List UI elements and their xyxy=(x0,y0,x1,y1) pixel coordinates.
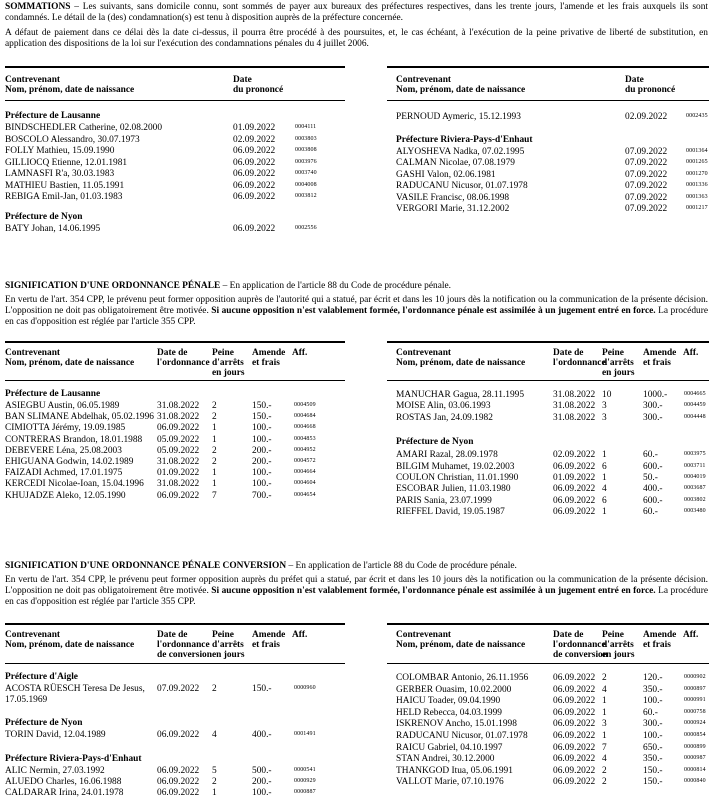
amende-value: 600.- xyxy=(643,495,663,506)
amende-value: 350.- xyxy=(643,684,663,695)
amende-value: 150.- xyxy=(252,401,272,411)
aff-reference: 0000854 xyxy=(684,732,706,738)
contrevenant-name: MANUCHAR Gagua, 28.11.1995 xyxy=(396,390,525,400)
contrevenant-name: COULON Christian, 11.01.1990 xyxy=(396,473,519,483)
date-value: 06.09.2022 xyxy=(157,765,200,776)
aff-reference: 0003480 xyxy=(684,508,706,515)
divider xyxy=(387,380,709,381)
contrevenant-name: ALYOSHEVA Nadka, 07.02.1995 xyxy=(396,146,525,157)
col-header-date: Date de l'ordonnance xyxy=(553,348,606,368)
date-value: 06.09.2022 xyxy=(553,673,596,683)
aff-reference: 0004654 xyxy=(294,491,316,498)
date-value: 06.09.2022 xyxy=(233,169,276,179)
col-header-peine: Peine d'arrêts en jours xyxy=(212,630,245,660)
col-header-contrevenant: Contrevenant Nom, prénom, date de naissance xyxy=(396,348,526,368)
contrevenant-name: RADUCANU Nicusor, 01.07.1978 xyxy=(396,181,528,191)
aff-reference: 0002435 xyxy=(686,113,708,119)
aff-reference: 0001363 xyxy=(686,193,708,200)
amende-value: 100.- xyxy=(252,479,272,490)
aff-reference: 0004853 xyxy=(294,435,316,442)
contrevenant-name: VASILE Francisc, 08.06.1998 xyxy=(396,192,510,203)
amende-value: 100.- xyxy=(643,696,663,707)
col-header-aff: Aff. xyxy=(292,348,308,358)
conversion-para-a: En vertu de l'art. 354 CPP, le prévenu peut former opposition auprès du préfet qui a statué, par écrit et dans les 10 jours dès la notification ou la communication de la présente décision. L'opposition ne doit pas obligatoirement être motivée. xyxy=(5,575,708,596)
contrevenant-name: ESCOBAR Julien, 11.03.1980 xyxy=(396,484,511,495)
aff-reference: 0003976 xyxy=(295,158,317,165)
date-value: 07.09.2022 xyxy=(157,684,200,694)
col-header-peine: Peine d'arrêts en jours xyxy=(212,348,245,378)
prefecture-heading: Préfecture Riviera-Pays-d'Enhaut xyxy=(5,753,142,764)
date-value: 06.09.2022 xyxy=(233,157,276,168)
aff-reference: 0004008 xyxy=(295,181,317,188)
aff-reference: 0000897 xyxy=(684,685,706,692)
aff-reference: 0003802 xyxy=(684,496,706,503)
divider xyxy=(387,663,709,664)
col-header-amende: Amende et frais xyxy=(252,630,286,650)
amende-value: 500.- xyxy=(252,765,272,776)
contrevenant-name: MATHIEU Bastien, 11.05.1991 xyxy=(5,180,125,191)
aff-reference: 0003803 xyxy=(295,135,317,142)
peine-jours: 2 xyxy=(212,445,217,456)
col-header-contrevenant: Contrevenant Nom, prénom, date de naissance xyxy=(5,75,135,95)
peine-jours: 4 xyxy=(602,684,607,695)
contrevenant-name: ASIEGBU Austin, 06.05.1989 xyxy=(5,401,120,411)
conversion-heading xyxy=(5,561,708,572)
amende-value: 200.- xyxy=(252,776,272,787)
col-header-peine: Peine d'arrêts en jours xyxy=(602,630,635,660)
amende-value: 300.- xyxy=(643,719,663,730)
peine-jours: 5 xyxy=(212,765,217,776)
date-value: 06.09.2022 xyxy=(553,696,596,707)
amende-value: 150.- xyxy=(643,765,663,776)
amende-value: 300.- xyxy=(643,401,663,412)
conversion-title: SIGNIFICATION D'UNE ORDONNANCE PÉNALE CONVERSION xyxy=(5,561,287,571)
contrevenant-name: TORIN David, 12.04.1989 xyxy=(5,730,106,741)
aff-reference: 0003711 xyxy=(684,462,706,469)
contrevenant-name: GILLIOCQ Etienne, 12.01.1981 xyxy=(5,157,128,168)
peine-jours: 1 xyxy=(212,423,217,434)
amende-value: 100.- xyxy=(643,731,663,741)
peine-jours: 2 xyxy=(212,457,217,467)
date-value: 07.09.2022 xyxy=(625,146,668,157)
contrevenant-name: GASHI Valon, 02.06.1981 xyxy=(396,169,496,180)
col-header-contrevenant: Contrevenant Nom, prénom, date de naissance xyxy=(5,348,135,368)
peine-jours: 3 xyxy=(602,412,607,423)
contrevenant-name: KERCEDI Nicolae-Ioan, 15.04.1996 xyxy=(5,479,144,490)
contrevenant-name: MOISE Alin, 03.06.1993 xyxy=(396,401,491,412)
amende-value: 150.- xyxy=(252,412,272,423)
contrevenant-name: BATY Johan, 14.06.1995 xyxy=(5,223,101,234)
amende-value: 150.- xyxy=(252,684,272,694)
divider xyxy=(5,380,345,381)
col-header-aff: Aff. xyxy=(292,630,308,640)
date-value: 07.09.2022 xyxy=(625,204,668,214)
aff-reference: 0003740 xyxy=(295,170,317,176)
amende-value: 60.- xyxy=(643,450,658,461)
peine-jours: 1 xyxy=(602,507,607,518)
aff-reference: 0004668 xyxy=(294,424,316,431)
date-value: 06.09.2022 xyxy=(553,754,596,765)
aff-reference: 0000991 xyxy=(684,697,706,704)
date-value: 31.08.2022 xyxy=(553,412,596,423)
divider xyxy=(5,341,345,343)
aff-reference: 0004509 xyxy=(294,402,316,408)
aff-reference: 0002556 xyxy=(295,224,317,231)
contrevenant-name: CALMAN Nicolae, 07.08.1979 xyxy=(396,158,515,168)
aff-reference: 0000899 xyxy=(684,743,706,750)
date-value: 06.09.2022 xyxy=(157,776,200,787)
date-value: 06.09.2022 xyxy=(553,684,596,695)
prefecture-heading: Préfecture de Nyon xyxy=(5,211,83,222)
contrevenant-name: RAICU Gabriel, 04.10.1997 xyxy=(396,742,503,753)
contrevenant-name: BAN SLIMANE Abdelhak, 05.02.1996 xyxy=(5,412,154,423)
peine-jours: 3 xyxy=(602,401,607,412)
aff-reference: 0001265 xyxy=(686,159,708,165)
col-header-aff: Aff. xyxy=(683,630,699,640)
col-header-amende: Amende et frais xyxy=(643,630,677,650)
date-value: 06.09.2022 xyxy=(233,180,276,191)
date-value: 01.09.2022 xyxy=(553,473,596,483)
contrevenant-name: ROSTAS Jan, 24.09.1982 xyxy=(396,412,493,423)
contrevenant-name: LAMNASFI R'a, 30.03.1983 xyxy=(5,169,115,179)
contrevenant-name: ALIC Nermin, 27.03.1992 xyxy=(5,765,105,776)
contrevenant-name: PERNOUD Aymeric, 15.12.1993 xyxy=(396,112,521,122)
amende-value: 600.- xyxy=(643,461,663,472)
col-header-date: Date de l'ordonnance de conversion xyxy=(157,630,212,660)
peine-jours: 3 xyxy=(602,719,607,730)
col-header-peine: Peine d'arrêts en jours xyxy=(602,348,635,378)
date-value: 01.09.2022 xyxy=(157,468,200,479)
amende-value: 100.- xyxy=(252,468,272,479)
peine-jours: 2 xyxy=(212,412,217,423)
peine-jours: 2 xyxy=(602,673,607,683)
contrevenant-name: BILGIM Muhamet, 19.02.2003 xyxy=(396,461,515,472)
date-value: 06.09.2022 xyxy=(157,788,200,798)
contrevenant-name: STAN Andrei, 30.12.2000 xyxy=(396,754,495,765)
prefecture-heading: Préfecture Riviera-Pays-d'Enhaut xyxy=(396,134,533,145)
divider xyxy=(5,100,345,101)
contrevenant-name: ISKRENOV Ancho, 15.01.1998 xyxy=(396,719,517,730)
divider xyxy=(5,66,345,68)
peine-jours: 7 xyxy=(602,742,607,753)
amende-value: 60.- xyxy=(643,707,658,718)
sommations-para2: A défaut de paiement dans ce délai dès la date ci-dessus, il pourra être procédé à des poursuites, et, le cas échéant, à l'exécution de la peine privative de liberté de substitution, en application des dispositions de la loi sur l'exécution des condamnations pénales du 4 juillet 2006. xyxy=(5,28,708,49)
aff-reference: 0004572 xyxy=(294,458,316,464)
amende-value: 1000.- xyxy=(643,390,668,400)
aff-reference: 0004111 xyxy=(295,124,317,130)
peine-jours: 2 xyxy=(212,776,217,787)
peine-jours: 6 xyxy=(602,495,607,506)
aff-reference: 0004604 xyxy=(294,480,316,487)
date-value: 06.09.2022 xyxy=(553,742,596,753)
aff-reference: 0000960 xyxy=(294,685,316,691)
divider xyxy=(5,623,345,625)
divider xyxy=(387,66,709,68)
contrevenant-name: HELD Rebecca, 04.03.1999 xyxy=(396,707,502,718)
col-header-amende: Amende et frais xyxy=(643,348,677,368)
aff-reference: 0004664 xyxy=(294,469,316,476)
sommations-intro xyxy=(5,2,708,24)
conversion-para-bold: Si aucune opposition n'est valablement formée, l'ordonnance pénale est assimilée à un jugement entré en force. xyxy=(211,586,656,596)
aff-reference: 0000987 xyxy=(684,755,706,762)
date-value: 31.08.2022 xyxy=(157,412,200,423)
col-header-contrevenant: Contrevenant Nom, prénom, date de naissance xyxy=(396,630,526,650)
amende-value: 200.- xyxy=(252,445,272,456)
aff-reference: 0003808 xyxy=(295,147,317,153)
aff-reference: 0003975 xyxy=(684,451,706,458)
peine-jours: 1 xyxy=(602,696,607,707)
col-header-date: Date de l'ordonnance xyxy=(157,348,210,368)
date-value: 31.08.2022 xyxy=(157,401,200,411)
sommations-title: SOMMATIONS xyxy=(5,2,71,12)
peine-jours: 1 xyxy=(602,473,607,483)
date-value: 07.09.2022 xyxy=(625,192,668,203)
contrevenant-name: PARIS Sania, 23.07.1999 xyxy=(396,495,492,506)
contrevenant-name: CALDARAR Irina, 24.01.1978 xyxy=(5,788,124,798)
date-value: 06.09.2022 xyxy=(157,423,200,434)
date-value: 06.09.2022 xyxy=(553,777,596,788)
peine-jours: 1 xyxy=(212,468,217,479)
peine-jours: 2 xyxy=(602,765,607,776)
amende-value: 350.- xyxy=(643,754,663,765)
aff-reference: 0001491 xyxy=(294,731,316,738)
peine-jours: 2 xyxy=(602,777,607,788)
date-value: 06.09.2022 xyxy=(157,730,200,741)
date-value: 06.09.2022 xyxy=(157,490,200,501)
amende-value: 100.- xyxy=(252,434,272,445)
amende-value: 100.- xyxy=(252,788,272,798)
prefecture-heading: Préfecture de Nyon xyxy=(5,718,83,729)
aff-reference: 0000541 xyxy=(294,766,316,773)
date-value: 06.09.2022 xyxy=(553,507,596,518)
aff-reference: 0004459 xyxy=(684,402,706,409)
peine-jours: 1 xyxy=(602,707,607,718)
conversion-para xyxy=(5,575,708,608)
conversion-para-c: La procédure en cas d'opposition est réglée par l'article 355 CPP. xyxy=(5,586,708,607)
date-value: 06.09.2022 xyxy=(233,146,276,156)
aff-reference: 0000758 xyxy=(684,708,706,715)
aff-reference: 0004448 xyxy=(684,413,706,420)
contrevenant-name: KHUJADZE Aleko, 12.05.1990 xyxy=(5,490,126,501)
peine-jours: 1 xyxy=(602,450,607,461)
peine-jours: 2 xyxy=(212,401,217,411)
amende-value: 100.- xyxy=(252,423,272,434)
contrevenant-name: COLOMBAR Antonio, 26.11.1956 xyxy=(396,673,529,683)
divider xyxy=(387,341,709,343)
amende-value: 120.- xyxy=(643,673,663,683)
date-value: 06.09.2022 xyxy=(553,495,596,506)
date-value: 07.09.2022 xyxy=(625,181,668,191)
amende-value: 60.- xyxy=(643,507,658,518)
aff-reference: 0000887 xyxy=(294,789,316,795)
amende-value: 650.- xyxy=(643,742,663,753)
col-header-contrevenant: Contrevenant Nom, prénom, date de naissance xyxy=(5,630,135,650)
date-value: 07.09.2022 xyxy=(625,169,668,180)
contrevenant-name: EHIGUANA Godwin, 14.02.1989 xyxy=(5,457,134,467)
peine-jours: 10 xyxy=(602,390,612,400)
date-value: 06.09.2022 xyxy=(233,192,276,202)
amende-value: 300.- xyxy=(643,412,663,423)
date-value: 31.08.2022 xyxy=(157,479,200,490)
contrevenant-name: THANKGOD Itua, 05.06.1991 xyxy=(396,765,513,776)
ordonnance-para xyxy=(5,295,708,328)
prefecture-heading: Préfecture d'Aigle xyxy=(5,672,78,682)
aff-reference: 0000902 xyxy=(684,674,706,680)
aff-reference: 0000929 xyxy=(294,777,316,784)
date-value: 06.09.2022 xyxy=(553,765,596,776)
contrevenant-name: VALLOT Marie, 07.10.1976 xyxy=(396,777,504,788)
contrevenant-name: DEBEVERE Léna, 25.08.2003 xyxy=(5,445,122,456)
peine-jours: 4 xyxy=(602,754,607,765)
aff-reference: 0000814 xyxy=(684,766,706,773)
aff-reference: 0004684 xyxy=(294,413,316,420)
col-header-date: Date du prononcé xyxy=(233,75,284,95)
contrevenant-name: ALUEDO Charles, 16.06.1988 xyxy=(5,776,122,787)
amende-value: 200.- xyxy=(252,457,272,467)
contrevenant-name: VERGORI Marie, 31.12.2002 xyxy=(396,204,510,214)
col-header-contrevenant: Contrevenant Nom, prénom, date de naissance xyxy=(396,75,526,95)
prefecture-heading: Préfecture de Nyon xyxy=(396,437,474,448)
conversion-intro-text: – En application de l'article 88 du Code de procédure pénale. xyxy=(286,561,517,571)
aff-reference: 0000840 xyxy=(684,778,706,785)
divider xyxy=(387,100,709,101)
ordonnance-title: SIGNIFICATION D'UNE ORDONNANCE PÉNALE xyxy=(5,281,221,291)
aff-reference: 0001217 xyxy=(686,205,708,211)
contrevenant-name: GERBER Ouasim, 10.02.2000 xyxy=(396,684,512,695)
peine-jours: 4 xyxy=(602,484,607,495)
aff-reference: 0000924 xyxy=(684,720,706,727)
date-value: 31.08.2022 xyxy=(157,457,200,467)
col-header-aff: Aff. xyxy=(683,348,699,358)
contrevenant-name: ACOSTA RÜESCH Teresa De Jesus, 17.05.1969 xyxy=(5,684,145,705)
col-header-date: Date de l'ordonnance de conversion xyxy=(553,630,608,660)
date-value: 06.09.2022 xyxy=(553,731,596,741)
prefecture-heading: Préfecture de Lausanne xyxy=(5,389,101,399)
date-value: 31.08.2022 xyxy=(553,401,596,412)
amende-value: 700.- xyxy=(252,490,272,501)
date-value: 02.09.2022 xyxy=(233,134,276,145)
contrevenant-name: HAICU Toader, 09.04.1990 xyxy=(396,696,501,707)
aff-reference: 0001270 xyxy=(686,170,708,177)
date-value: 05.09.2022 xyxy=(157,445,200,456)
amende-value: 400.- xyxy=(252,730,272,741)
amende-value: 150.- xyxy=(643,777,663,788)
date-value: 06.09.2022 xyxy=(553,707,596,718)
amende-value: 400.- xyxy=(643,484,663,495)
aff-reference: 0004952 xyxy=(294,446,316,453)
date-value: 06.09.2022 xyxy=(553,484,596,495)
peine-jours: 1 xyxy=(212,434,217,445)
peine-jours: 1 xyxy=(212,479,217,490)
aff-reference: 0004019 xyxy=(684,474,706,480)
aff-reference: 0003687 xyxy=(684,485,706,492)
amende-value: 50.- xyxy=(643,473,658,483)
date-value: 31.08.2022 xyxy=(553,390,596,400)
peine-jours: 6 xyxy=(602,461,607,472)
ordonnance-para-bold: Si aucune opposition n'est valablement formée, l'ordonnance pénale est assimilée à un jugement entré en force. xyxy=(211,306,656,316)
peine-jours: 1 xyxy=(212,788,217,798)
peine-jours: 2 xyxy=(212,684,217,694)
date-value: 06.09.2022 xyxy=(553,461,596,472)
peine-jours: 7 xyxy=(212,490,217,501)
aff-reference: 0003812 xyxy=(295,193,317,199)
aff-reference: 0001336 xyxy=(686,182,708,188)
divider xyxy=(5,663,345,664)
date-value: 06.09.2022 xyxy=(233,223,276,234)
peine-jours: 1 xyxy=(602,731,607,741)
contrevenant-name: RIEFFEL David, 19.05.1987 xyxy=(396,507,505,518)
contrevenant-name: FOLLY Mathieu, 15.09.1990 xyxy=(5,146,115,156)
contrevenant-name: RADUCANU Nicusor, 01.07.1978 xyxy=(396,731,528,741)
date-value: 05.09.2022 xyxy=(157,434,200,445)
date-value: 01.09.2022 xyxy=(233,123,276,133)
col-header-date: Date du prononcé xyxy=(625,75,676,95)
contrevenant-name: AMARI Razal, 28.09.1978 xyxy=(396,450,498,461)
divider xyxy=(387,623,709,625)
date-value: 07.09.2022 xyxy=(625,158,668,168)
col-header-amende: Amende et frais xyxy=(252,348,286,368)
contrevenant-name: CIMIOTTA Jérémy, 19.09.1985 xyxy=(5,423,126,434)
date-value: 06.09.2022 xyxy=(553,719,596,730)
aff-reference: 0001364 xyxy=(686,147,708,154)
contrevenant-name: BOSCOLO Alessandro, 30.07.1973 xyxy=(5,134,140,145)
sommations-intro-text: – Les suivants, sans domicile connu, sont sommés de payer aux bureaux des préfectures respectives, dans les trente jours, l'amende et les frais auxquels ils sont condamnés. Le détail de la (des) condamnation(s) est tenu à disposition auprès de la préfecture concernée. xyxy=(5,2,708,23)
aff-reference: 0004665 xyxy=(684,391,706,397)
peine-jours: 4 xyxy=(212,730,217,741)
date-value: 02.09.2022 xyxy=(625,112,668,122)
prefecture-heading: Préfecture de Lausanne xyxy=(5,111,101,121)
contrevenant-name: BINDSCHEDLER Catherine, 02.08.2000 xyxy=(5,123,163,133)
contrevenant-name: FAIZADI Achmed, 17.01.1975 xyxy=(5,468,123,479)
ordonnance-heading xyxy=(5,281,708,292)
date-value: 02.09.2022 xyxy=(553,450,596,461)
contrevenant-name: CONTRERAS Brandon, 18.01.1988 xyxy=(5,434,143,445)
contrevenant-name: REBIGA Emil-Jan, 01.03.1983 xyxy=(5,192,123,202)
ordonnance-para-a: En vertu de l'art. 354 CPP, le prévenu peut former opposition auprès de l'autorité qui a statué, par écrit et dans les 10 jours dès la notification ou la communication de la présente décision. L'opposition ne doit pas obligatoirement être motivée. xyxy=(5,295,708,316)
ordonnance-para-c: La procédure en cas d'opposition est réglée par l'article 355 CPP. xyxy=(5,306,708,327)
ordonnance-intro-text: – En application de l'article 88 du Code de procédure pénale. xyxy=(220,281,451,291)
